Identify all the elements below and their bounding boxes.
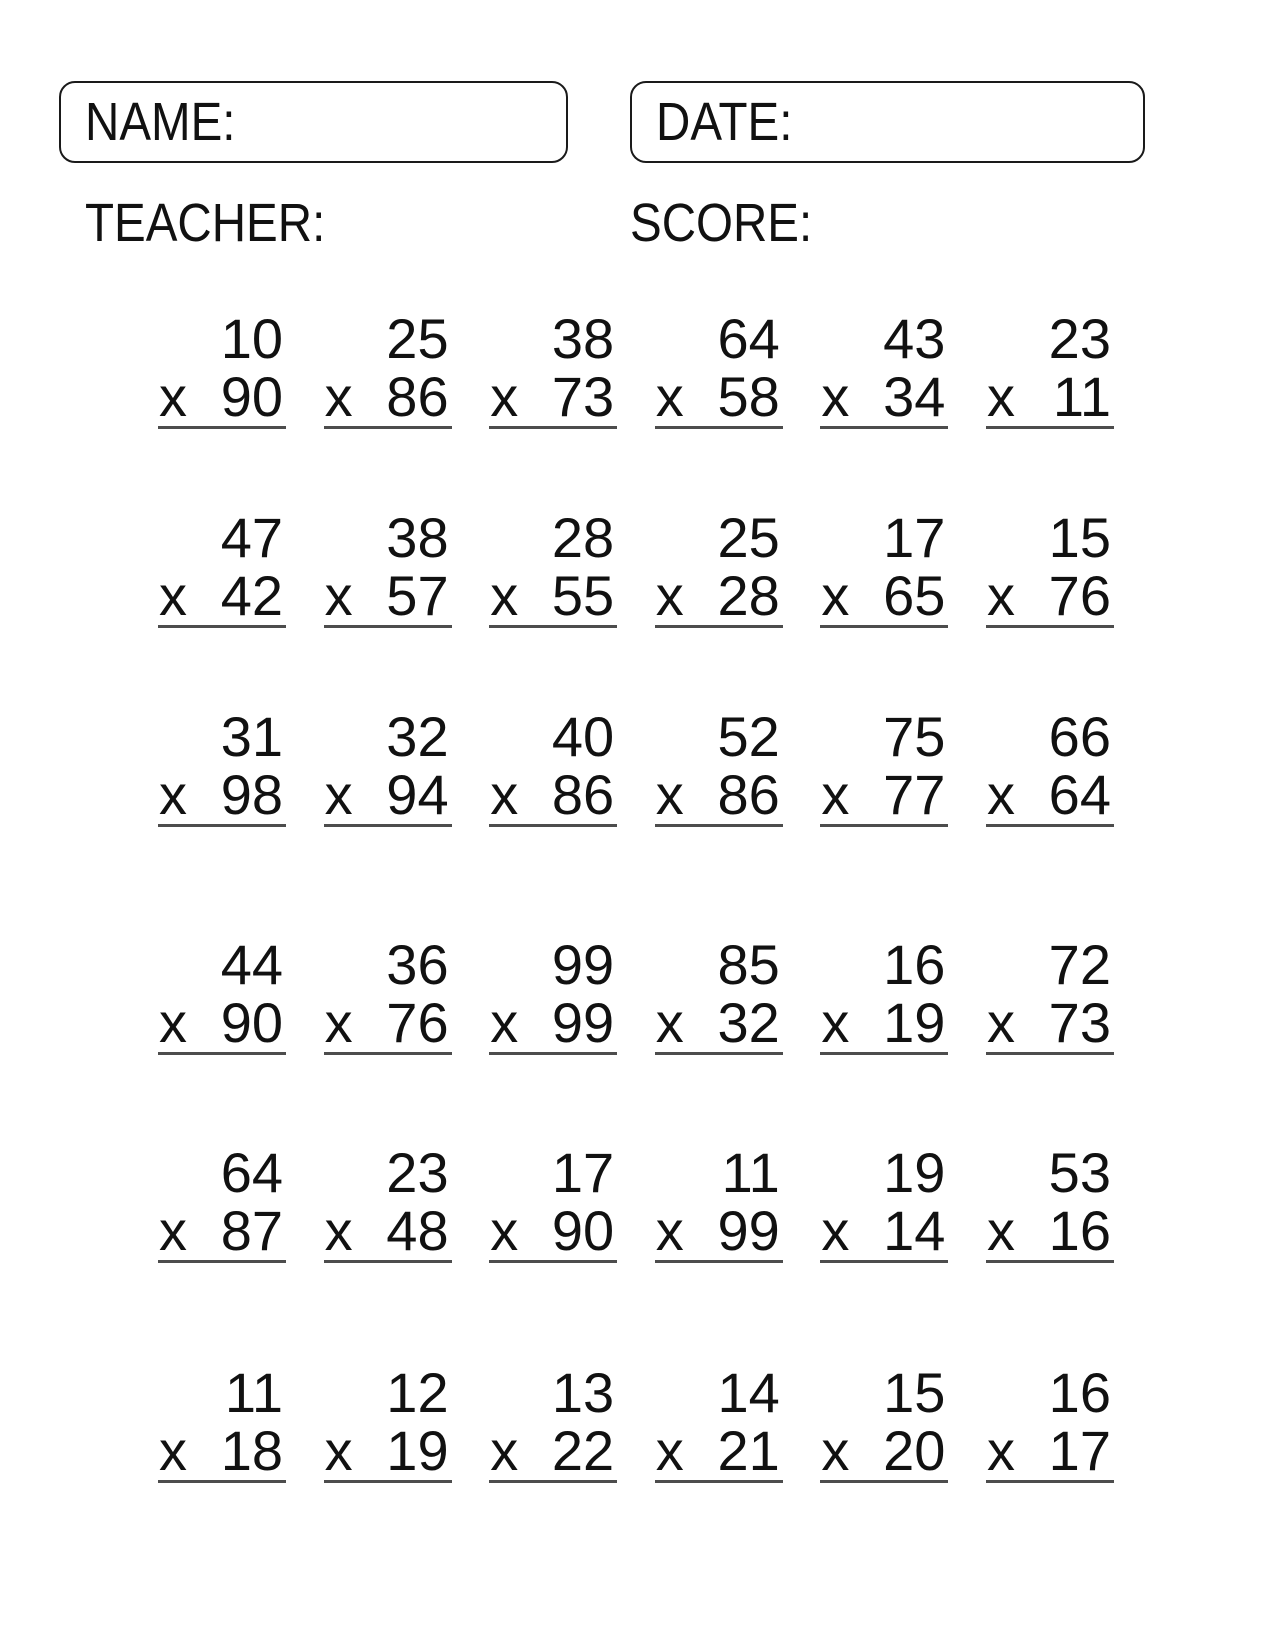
multiplier: 76 bbox=[1048, 564, 1111, 627]
multiplier: 64 bbox=[1048, 763, 1111, 826]
multiply-sign: x bbox=[490, 1199, 519, 1262]
multiplicand: 75 bbox=[883, 705, 946, 768]
multiplier: 87 bbox=[220, 1199, 283, 1262]
multiplicand: 16 bbox=[883, 933, 946, 996]
multiplier-line bbox=[986, 1419, 1114, 1483]
problem-1-5 bbox=[820, 307, 948, 429]
multiplicand: 13 bbox=[551, 1361, 615, 1424]
multiplicand: 31 bbox=[220, 705, 283, 768]
multiplier-line bbox=[986, 564, 1114, 628]
multiply-sign: x bbox=[655, 564, 684, 627]
multiplier-line bbox=[324, 1419, 452, 1483]
multiply-sign: x bbox=[986, 1419, 1015, 1482]
multiplier: 17 bbox=[1048, 1419, 1111, 1482]
problem-3-3 bbox=[489, 705, 617, 827]
multiplier-line bbox=[324, 564, 452, 628]
problem-2-3 bbox=[489, 506, 617, 628]
multiplier-line bbox=[820, 991, 948, 1055]
multiplier-line bbox=[986, 763, 1114, 827]
multiplier-line bbox=[820, 365, 948, 429]
problem-3-5 bbox=[820, 705, 948, 827]
problem-6-1 bbox=[158, 1361, 286, 1483]
multiplier: 28 bbox=[717, 564, 780, 627]
multiplicand: 11 bbox=[224, 1361, 283, 1424]
problem-2-5 bbox=[820, 506, 948, 628]
multiplicand: 17 bbox=[883, 506, 946, 569]
multiplicand: 14 bbox=[717, 1361, 780, 1424]
multiplier: 98 bbox=[220, 763, 283, 826]
multiplier-line bbox=[158, 365, 286, 429]
multiplicand: 17 bbox=[551, 1141, 615, 1204]
multiply-sign: x bbox=[490, 365, 519, 428]
problem-6-3 bbox=[489, 1361, 617, 1483]
problems-row-4 bbox=[158, 933, 1114, 1055]
multiplier-line bbox=[158, 1199, 286, 1263]
multiplier-line bbox=[324, 365, 452, 429]
problem-3-1 bbox=[158, 705, 286, 827]
multiply-sign: x bbox=[490, 991, 519, 1054]
problems-row-5 bbox=[158, 1141, 1114, 1263]
multiplier-line bbox=[489, 763, 617, 827]
multiplier: 76 bbox=[386, 991, 449, 1054]
multiplicand: 11 bbox=[721, 1141, 780, 1204]
date-field-box bbox=[630, 81, 1145, 163]
multiply-sign: x bbox=[490, 564, 519, 627]
problem-5-3 bbox=[489, 1141, 617, 1263]
multiplier: 19 bbox=[386, 1419, 449, 1482]
score-label: SCORE: bbox=[630, 193, 813, 253]
problem-6-6 bbox=[986, 1361, 1114, 1483]
multiplier-line bbox=[655, 1199, 783, 1263]
multiplier-line bbox=[820, 1199, 948, 1263]
multiplier-line bbox=[489, 1419, 617, 1483]
multiply-sign: x bbox=[986, 991, 1015, 1054]
problem-6-2 bbox=[324, 1361, 452, 1483]
multiplicand: 85 bbox=[717, 933, 780, 996]
problem-2-6 bbox=[986, 506, 1114, 628]
multiplicand: 64 bbox=[220, 1141, 283, 1204]
teacher-label: TEACHER: bbox=[85, 193, 326, 253]
multiplicand: 25 bbox=[717, 506, 780, 569]
name-label: NAME: bbox=[85, 92, 236, 152]
multiplier-line bbox=[489, 1199, 617, 1263]
multiplicand: 43 bbox=[883, 307, 946, 370]
multiply-sign: x bbox=[159, 564, 187, 627]
multiply-sign: x bbox=[159, 1419, 187, 1482]
problems-row-2 bbox=[158, 506, 1114, 628]
multiplier: 32 bbox=[717, 991, 780, 1054]
multiply-sign: x bbox=[655, 1419, 684, 1482]
multiplier-line bbox=[820, 763, 948, 827]
multiplicand: 64 bbox=[717, 307, 780, 370]
multiplicand: 40 bbox=[551, 705, 615, 768]
multiplier: 42 bbox=[220, 564, 283, 627]
problems-row-1 bbox=[158, 307, 1114, 429]
multiplier: 90 bbox=[220, 365, 283, 428]
multiplier-line bbox=[820, 1419, 948, 1483]
problem-3-4 bbox=[655, 705, 783, 827]
multiply-sign: x bbox=[159, 763, 187, 826]
multiplicand: 53 bbox=[1048, 1141, 1111, 1204]
multiplicand: 66 bbox=[1048, 705, 1111, 768]
multiplier-line bbox=[489, 991, 617, 1055]
multiply-sign: x bbox=[821, 1419, 850, 1482]
problem-3-2 bbox=[324, 705, 452, 827]
problem-5-2 bbox=[324, 1141, 452, 1263]
multiply-sign: x bbox=[159, 1199, 187, 1262]
multiplicand: 23 bbox=[1048, 307, 1111, 370]
multiplicand: 15 bbox=[1048, 506, 1111, 569]
problem-2-2 bbox=[324, 506, 452, 628]
multiply-sign: x bbox=[821, 365, 850, 428]
multiply-sign: x bbox=[986, 763, 1015, 826]
multiply-sign: x bbox=[324, 991, 353, 1054]
multiplicand: 16 bbox=[1048, 1361, 1111, 1424]
multiplier: 55 bbox=[551, 564, 615, 627]
name-field-box bbox=[59, 81, 568, 163]
multiplier-line bbox=[158, 564, 286, 628]
problem-4-4 bbox=[655, 933, 783, 1055]
multiplicand: 19 bbox=[883, 1141, 946, 1204]
multiplier: 73 bbox=[1048, 991, 1111, 1054]
problem-3-6 bbox=[986, 705, 1114, 827]
multiplier-line bbox=[324, 991, 452, 1055]
multiplicand: 72 bbox=[1048, 933, 1111, 996]
multiplicand: 44 bbox=[220, 933, 283, 996]
multiplier-line bbox=[820, 564, 948, 628]
problem-6-4 bbox=[655, 1361, 783, 1483]
problem-1-3 bbox=[489, 307, 617, 429]
multiplier: 48 bbox=[386, 1199, 449, 1262]
problem-5-5 bbox=[820, 1141, 948, 1263]
multiplier: 99 bbox=[551, 991, 615, 1054]
problem-1-1 bbox=[158, 307, 286, 429]
problem-4-5 bbox=[820, 933, 948, 1055]
multiply-sign: x bbox=[324, 1419, 353, 1482]
problem-5-6 bbox=[986, 1141, 1114, 1263]
problem-4-1 bbox=[158, 933, 286, 1055]
multiplier-line bbox=[489, 564, 617, 628]
multiply-sign: x bbox=[986, 365, 1015, 428]
multiplier-line bbox=[324, 1199, 452, 1263]
multiplier: 94 bbox=[386, 763, 449, 826]
multiply-sign: x bbox=[655, 1199, 684, 1262]
multiplier-line bbox=[655, 365, 783, 429]
multiplier: 11 bbox=[1052, 365, 1111, 428]
multiplier: 34 bbox=[883, 365, 946, 428]
multiplier: 57 bbox=[386, 564, 449, 627]
multiplicand: 38 bbox=[386, 506, 449, 569]
multiplier: 86 bbox=[551, 763, 615, 826]
multiplier: 14 bbox=[883, 1199, 946, 1262]
problem-6-5 bbox=[820, 1361, 948, 1483]
multiply-sign: x bbox=[821, 564, 850, 627]
multiplicand: 47 bbox=[220, 506, 283, 569]
problem-4-2 bbox=[324, 933, 452, 1055]
multiply-sign: x bbox=[655, 763, 684, 826]
multiplier: 16 bbox=[1048, 1199, 1111, 1262]
multiplier-line bbox=[986, 365, 1114, 429]
multiplier: 18 bbox=[220, 1419, 283, 1482]
multiplier-line bbox=[158, 991, 286, 1055]
multiplier-line bbox=[986, 1199, 1114, 1263]
problem-4-6 bbox=[986, 933, 1114, 1055]
multiplicand: 99 bbox=[551, 933, 615, 996]
multiply-sign: x bbox=[324, 1199, 353, 1262]
problem-5-4 bbox=[655, 1141, 783, 1263]
multiplier: 20 bbox=[883, 1419, 946, 1482]
multiplier: 73 bbox=[551, 365, 615, 428]
multiplier: 86 bbox=[717, 763, 780, 826]
multiply-sign: x bbox=[490, 763, 519, 826]
problem-1-6 bbox=[986, 307, 1114, 429]
problem-2-1 bbox=[158, 506, 286, 628]
multiplicand: 52 bbox=[717, 705, 780, 768]
multiplier: 58 bbox=[717, 365, 780, 428]
problem-1-4 bbox=[655, 307, 783, 429]
multiplier: 22 bbox=[551, 1419, 615, 1482]
multiplier-line bbox=[655, 564, 783, 628]
multiplier: 19 bbox=[883, 991, 946, 1054]
multiply-sign: x bbox=[655, 365, 684, 428]
multiplier: 99 bbox=[717, 1199, 780, 1262]
multiply-sign: x bbox=[324, 763, 353, 826]
multiplier: 21 bbox=[717, 1419, 780, 1482]
problems-row-6 bbox=[158, 1361, 1114, 1483]
problem-4-3 bbox=[489, 933, 617, 1055]
multiply-sign: x bbox=[490, 1419, 519, 1482]
multiply-sign: x bbox=[324, 564, 353, 627]
multiplier-line bbox=[489, 365, 617, 429]
multiplier: 77 bbox=[883, 763, 946, 826]
multiply-sign: x bbox=[324, 365, 353, 428]
date-label: DATE: bbox=[656, 92, 793, 152]
multiply-sign: x bbox=[159, 365, 187, 428]
multiply-sign: x bbox=[821, 991, 850, 1054]
multiplier: 90 bbox=[551, 1199, 615, 1262]
problem-1-2 bbox=[324, 307, 452, 429]
problem-2-4 bbox=[655, 506, 783, 628]
multiplier-line bbox=[158, 763, 286, 827]
multiplier-line bbox=[655, 991, 783, 1055]
multiplier: 86 bbox=[386, 365, 449, 428]
multiplicand: 15 bbox=[883, 1361, 946, 1424]
multiplicand: 25 bbox=[386, 307, 449, 370]
multiplicand: 28 bbox=[551, 506, 615, 569]
multiply-sign: x bbox=[159, 991, 187, 1054]
multiplier-line bbox=[655, 763, 783, 827]
multiplicand: 38 bbox=[551, 307, 615, 370]
multiplicand: 12 bbox=[386, 1361, 449, 1424]
multiplicand: 23 bbox=[386, 1141, 449, 1204]
multiply-sign: x bbox=[821, 1199, 850, 1262]
multiply-sign: x bbox=[655, 991, 684, 1054]
multiplier-line bbox=[986, 991, 1114, 1055]
multiply-sign: x bbox=[821, 763, 850, 826]
multiplier-line bbox=[655, 1419, 783, 1483]
multiplier: 90 bbox=[220, 991, 283, 1054]
multiply-sign: x bbox=[986, 1199, 1015, 1262]
multiply-sign: x bbox=[986, 564, 1015, 627]
multiplier-line bbox=[324, 763, 452, 827]
problem-5-1 bbox=[158, 1141, 286, 1263]
multiplier-line bbox=[158, 1419, 286, 1483]
problems-row-3 bbox=[158, 705, 1114, 827]
multiplicand: 36 bbox=[386, 933, 449, 996]
multiplicand: 32 bbox=[386, 705, 449, 768]
multiplicand: 10 bbox=[220, 307, 283, 370]
multiplier: 65 bbox=[883, 564, 946, 627]
